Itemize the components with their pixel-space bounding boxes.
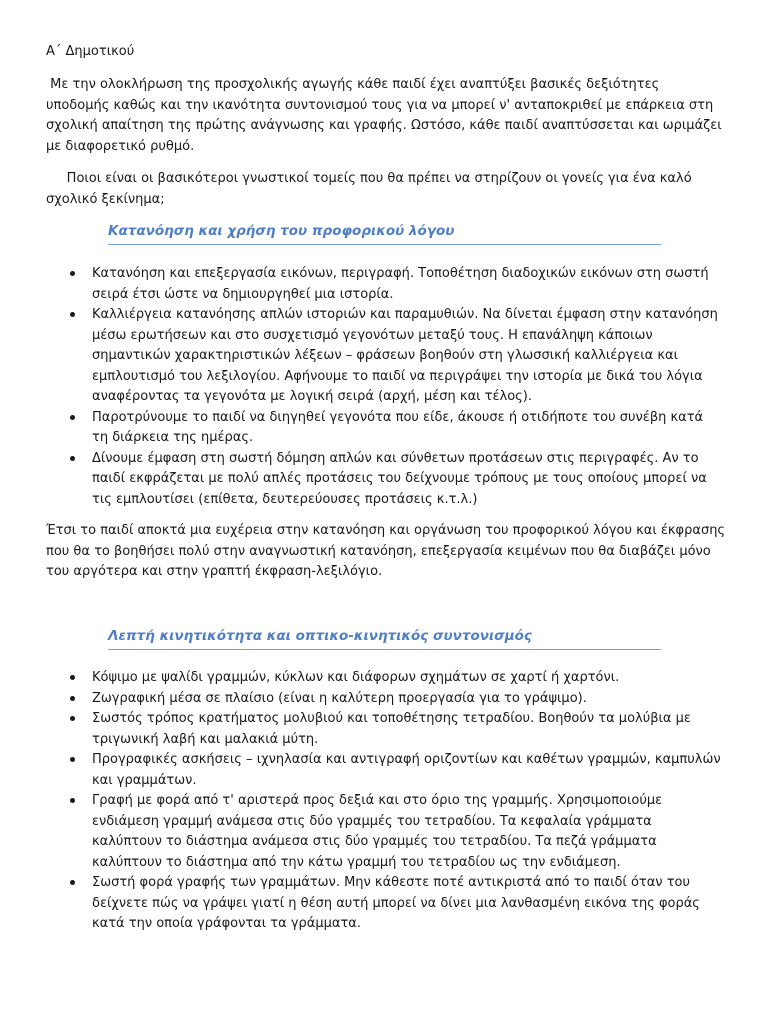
- bullet-icon: [70, 716, 75, 721]
- section1-heading: Κατανόηση και χρήση του προφορικού λόγου: [108, 221, 661, 245]
- section2-list: [92, 668, 722, 935]
- list-item: [92, 264, 722, 305]
- question-paragraph: Ποιοι είναι οι βασικότεροι γνωστικοί τομείς που θα πρέπει να στηρίζουν οι γονείς για ένα καλό σχολικό ξεκίνημα;: [46, 171, 696, 207]
- list-item: [92, 873, 722, 935]
- list-item-text: Σωστή φορά γραφής των γραμμάτων. Μην κάθεστε ποτέ αντικριστά από το παιδί όταν του δείχνετε πώς να γράψει γιατί η θέση αυτή μπορεί να δίνει μια λανθασμένη εικόνα της φοράς κατά την οποία γράφονται τα γράμματα.: [92, 875, 700, 931]
- bullet-icon: [70, 415, 75, 420]
- bullet-icon: [70, 696, 75, 701]
- list-item-text: Παροτρύνουμε το παιδί να διηγηθεί γεγονότα που είδε, άκουσε ή οτιδήποτε του συνέβη κατά τη διάρκεια της ημέρας.: [92, 409, 704, 445]
- list-item: [92, 449, 722, 511]
- intro-paragraph: Με την ολοκλήρωση της προσχολικής αγωγής κάθε παιδί έχει αναπτύξει βασικές δεξιότητες υποδομής καθώς και την ικανότητα συντονισμού τους για να μπορεί ν' ανταποκριθεί με επάρκεια στη σχολική απαίτηση της πρώτης ανάγνωσης και γραφής. Ωστόσο, κάθε παιδί αναπτύσσεται και ωριμάζει με διαφορετικό ρυθμό.: [46, 77, 726, 154]
- bullet-icon: [70, 456, 75, 461]
- list-item-text: Κόψιμο με ψαλίδι γραμμών, κύκλων και διάφορων σχημάτων σε χαρτί ή χαρτόνι.: [92, 670, 620, 685]
- bullet-icon: [70, 880, 75, 885]
- list-item-text: Σωστός τρόπος κρατήματος μολυβιού και τοποθέτησης τετραδίου. Βοηθούν τα μολύβια με τριγωνική λαβή και μαλακιά μύτη.: [92, 711, 691, 747]
- bullet-icon: [70, 798, 75, 803]
- list-item: [92, 668, 722, 689]
- list-item-text: Γραφή με φορά από τ' αριστερά προς δεξιά και στο όριο της γραμμής. Χρησιμοποιούμε ενδιάμεση γραμμή ανάμεσα στις δύο γραμμές του τετραδίου. Τα κεφαλαία γράμματα καλύπτουν το διάστημα ανάμεσα στις δύο γραμμές του τετραδίου. Τα πεζά γράμματα καλύπτουν το διάστημα από την κάτω γραμμή του τετραδίου ως την ενδιάμεση.: [92, 793, 663, 870]
- summary-paragraph: Έτσι το παιδί αποκτά μια ευχέρεια στην κατανόηση και οργάνωση του προφορικού λόγου και έκφρασης που θα το βοηθήσει πολύ στην αναγνωστική κατανόηση, επεξεργασία κειμένων που θα διαβάζει μόνο του αργότερα και στην γραπτή έκφραση-λεξιλόγιο.: [46, 523, 726, 579]
- list-item-text: Ζωγραφική μέσα σε πλαίσιο (είναι η καλύτερη προεργασία για το γράψιμο).: [92, 690, 587, 706]
- section1-list: [92, 264, 722, 510]
- list-item: [92, 689, 722, 710]
- list-item-text: Δίνουμε έμφαση στη σωστή δόμηση απλών και σύνθετων προτάσεων στις περιγραφές. Αν το παιδί εκφράζεται με πολύ απλές προτάσεις του δείχνουμε τρόπους με τους οποίους μπορεί να τις εμπλουτίσει (επίθετα, δευτερεύουσες προτάσεις κ.τ.λ.): [92, 450, 707, 507]
- list-item-text: Καλλιέργεια κατανόησης απλών ιστοριών και παραμυθιών. Να δίνεται έμφαση στην κατανόηση μέσω ερωτήσεων και στο συσχετισμό γεγονότων μεταξύ τους. Η επανάληψη κάποιων σημαντικών χαρακτηριστικών λέξεων – φράσεων βοηθούν στη γλωσσική καλλιέργεια και εμπλουτισμό του λεξιλογίου. Αφήνουμε το παιδί να περιγράψει την ιστορία με δικά του λόγια αναφέροντας τα γεγονότα με λογική σειρά (αρχή, μέση και τέλος).: [92, 307, 718, 404]
- bullet-icon: [70, 675, 75, 680]
- list-item: [92, 709, 722, 750]
- page-title: Α΄ Δημοτικού: [46, 44, 135, 59]
- bullet-icon: [70, 757, 75, 762]
- bullet-icon: [70, 271, 75, 276]
- list-item: [92, 750, 722, 791]
- list-item-text: Προγραφικές ασκήσεις – ιχνηλασία και αντιγραφή οριζοντίων και καθέτων γραμμών, καμπυλών και γραμμάτων.: [92, 752, 721, 788]
- bullet-icon: [70, 312, 75, 317]
- list-item: [92, 408, 722, 449]
- list-item: [92, 791, 722, 873]
- list-item-text: Κατανόηση και επεξεργασία εικόνων, περιγραφή. Τοποθέτηση διαδοχικών εικόνων στη σωστή σειρά έτσι ώστε να δημιουργηθεί μια ιστορία.: [92, 266, 709, 302]
- section2-heading: Λεπτή κινητικότητα και οπτικο-κινητικός συντονισμός: [108, 626, 661, 650]
- list-item: [92, 305, 722, 408]
